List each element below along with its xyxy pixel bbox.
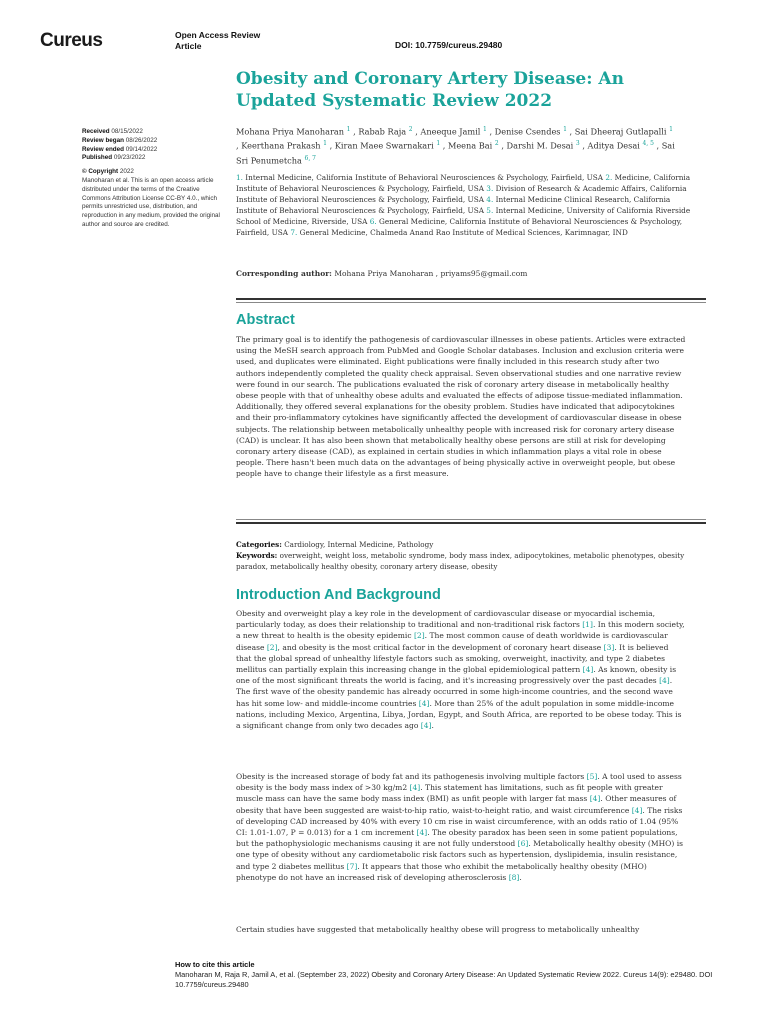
author-name: Meena Bai bbox=[447, 141, 495, 152]
review-ended-date: 09/14/2022 bbox=[125, 145, 158, 153]
corresponding-author bbox=[236, 269, 706, 278]
reference-link[interactable]: [1] bbox=[582, 620, 593, 630]
abstract-text: The primary goal is to identify the pathogenesis of cardiovascular illnesses in obese patients. Articles were extracted using the MeSH search approach from PubMed and Google Scholar databases. Inclusion and exclusion criteria were used, and duplicates were eliminated. Eight publications were finally included in this research study after two authors independently completed the quality check appraisal. Seven observational studies and one narrative review were found in our search. The publications evaluated the risk of coronary artery disease in metabolically healthy obese people with that of unhealthy obese adults and evaluated the effects of adipose tissue-mediated inflammation. Additionally, they offered several explanations for the obesity problem. Studies have indicated that adipocytokines and their pro-inflammatory cytokines have significantly affected the development of cardiovascular disease in obese subjects. The relationship between metabolically unhealthy people with increased risk for coronary artery disease (CAD) is unclear. It has also been shown that metabolically healthy obese persons are still at risk for developing coronary artery disease (CAD), as explained in certain studies in which inflammation plays a vital role in obese people. There hasn't been much data on the advantages of being physically active in overweight people, but obese people have to change their lifestyle as a first measure. bbox=[236, 335, 686, 479]
published-label: Published bbox=[82, 154, 113, 162]
reference-link[interactable]: [4] bbox=[420, 721, 432, 731]
reference-link[interactable]: [2] bbox=[266, 642, 278, 652]
abstract-bottom-rule-thin bbox=[236, 519, 706, 520]
abstract-bottom-rule bbox=[236, 522, 706, 524]
introduction-paragraph-1: Obesity and overweight play a key role in the development of cardiovascular disease or myocardial ischemia, particularly today, as does their relationship to traditional and non-traditional risk factors [1]. In this modern society, a new threat to health is the obesity epidemic [2]. The most common cause of death worldwide is cardiovascular disease [2], and obesity is the most critical factor in the development of coronary heart disease [3]. It is believed that the global spread of unhealthy lifestyle factors such as smoking, overweight, inactivity, and type 2 diabetes mellitus can partially explain this increasing change in the global epidemiological pattern [4]. As known, obesity is one of the most significant threats the world is facing, and it's increasing progressively over the past decades [4]. The first wave of the obesity pandemic has already occurred in some high-income countries, and the second wave has hit some low- and middle-income countries [4]. More than 25% of the adult population in some middle-income nations, including Mexico, Argentina, Libya, Jordan, Egypt, and South Africa, are reported to be obese today. This is a significant change from only two decades ago [4]. bbox=[236, 609, 685, 731]
corresponding-author-value[interactable]: Mohana Priya Manoharan , priyams95@gmail.com bbox=[334, 269, 528, 278]
keywords-row bbox=[236, 550, 686, 572]
author-affiliation-ref[interactable]: 2 bbox=[408, 126, 413, 133]
reference-link[interactable]: [4] bbox=[416, 828, 428, 838]
received-row bbox=[82, 128, 222, 137]
author-name: Kiran Maee Swarnakari bbox=[334, 141, 437, 152]
keywords-label: Keywords: bbox=[236, 551, 278, 560]
affiliation-text: Internal Medicine Clinical Research, California Institute of Behavioral Neurosciences & Psychology, Fairfield, USA bbox=[236, 195, 671, 215]
categories-row bbox=[236, 539, 686, 550]
review-began-date: 08/26/2022 bbox=[125, 136, 158, 144]
citation-heading: How to cite this article bbox=[175, 960, 255, 969]
categories-label: Categories: bbox=[236, 540, 282, 549]
citation-text: Manoharan M, Raja R, Jamil A, et al. (September 23, 2022) Obesity and Coronary Artery Disease: An Updated Systematic Review 2022. Cureus 14(9): e29480. DOI 10.7759/cureus.29480 bbox=[175, 970, 713, 989]
author-affiliation-ref[interactable]: 6, 7 bbox=[304, 154, 316, 162]
received-date: 08/15/2022 bbox=[111, 128, 143, 135]
reference-link[interactable]: [5] bbox=[586, 772, 598, 781]
article-meta bbox=[236, 539, 686, 572]
author-list: Mohana Priya Manoharan $^1$ , Rabab Raja $^2$ , Aneeque Jamil $^1$ , Denise Csendes $^1$ , Sai Dheeraj Gutlapalli $^1$ , Keerthana Prakash $^1$ , Kiran Maee Swarnakari $^1$ , Meena Bai $^2$ , Darshi M. Desai $^3$ , Aditya Desai $^{4, 5}$ , Sai Sri Penumetcha $^{6, 7}$ bbox=[236, 126, 675, 166]
affiliation-text: Medicine, California Institute of Behavioral Neurosciences & Psychology, Fairfield, USA bbox=[236, 173, 691, 193]
abstract-top-rule-thin bbox=[236, 302, 706, 303]
article-type-line2: Article bbox=[175, 41, 202, 51]
reference-link[interactable]: [7] bbox=[346, 861, 358, 871]
affiliation-number: 2. bbox=[605, 173, 615, 182]
author-affiliation-ref[interactable]: 1 bbox=[669, 126, 673, 133]
affiliation-number: 1. bbox=[236, 173, 246, 182]
author-name: Sai Dheeraj Gutlapalli bbox=[574, 126, 670, 137]
article-type bbox=[175, 30, 260, 52]
article-type-line1: Open Access Review bbox=[175, 30, 261, 40]
review-began-label: Review began bbox=[82, 136, 124, 144]
article-title: Obesity and Coronary Artery Disease: An Updated Systematic Review 2022 bbox=[236, 69, 624, 111]
affiliation-text: Internal Medicine, University of California Riverside School of Medicine, Riverside, USA bbox=[236, 206, 691, 226]
reference-link[interactable]: [4] bbox=[418, 698, 430, 708]
author-name: Aditya Desai bbox=[587, 141, 643, 152]
author-affiliation-ref[interactable]: 2 bbox=[494, 140, 499, 148]
copyright-label: © Copyright bbox=[82, 168, 119, 176]
review-began-row bbox=[82, 137, 222, 146]
author-affiliation-ref[interactable]: 1 bbox=[323, 140, 327, 148]
review-ended-row bbox=[82, 146, 222, 155]
corresponding-author-label: Corresponding author: bbox=[236, 269, 332, 278]
keywords-value: overweight, weight loss, metabolic syndrome, body mass index, adipocytokines, metabolic phenotypes, obesity paradox, metabolically healthy obesity, coronary artery disease, obesity bbox=[236, 551, 685, 571]
affiliation-text: Internal Medicine, California Institute of Behavioral Neurosciences & Psychology, Fairfield, USA bbox=[245, 173, 606, 182]
affiliation-number: 7. bbox=[290, 228, 300, 237]
introduction-heading: Introduction And Background bbox=[236, 587, 441, 603]
review-ended-label: Review ended bbox=[82, 145, 124, 153]
affiliation-number: 6. bbox=[369, 217, 380, 226]
reference-link[interactable]: [2] bbox=[413, 631, 425, 641]
copyright-year: 2022 bbox=[119, 168, 134, 176]
author-name: Keerthana Prakash bbox=[241, 141, 324, 152]
affiliation-text: General Medicine, Chalmeda Anand Rao Institute of Medical Sciences, Karimnagar, IND bbox=[299, 228, 628, 237]
affiliation-text: Division of Research & Academic Affairs, California Institute of Behavioral Neurosciences & Psychology, Fairfield, USA bbox=[236, 184, 687, 204]
introduction-paragraph-2: Obesity is the increased storage of body fat and its pathogenesis involving multiple factors [5]. A tool used to assess obesity is the body mass index of >30 kg/m2 [4]. This statement has limitations, such as fit people with greater muscle mass can have the same body mass index (BMI) as unfit people with larger fat mass [4]. Other measures of obesity that have been suggested are waist-to-hip ratio, waist-to-height ratio, and waist circumference [4]. The risks of developing CAD increased by 40% with every 10 cm rise in waist circumference, with an odds ratio of 1.04 (95% CI: 1.01-1.07, P = 0.013) for a 1 cm increment [4]. The obesity paradox has been seen in some patient populations, but the pathophysiologic mechanisms causing it are not fully understood [6]. Metabolically healthy obesity (MHO) is one type of obesity without any cardiometabolic risk factors such as hypertension, dyslipidemia, insulin resistance, and type 2 diabetes mellitus [7]. It appears that those who exhibit the metabolically healthy obesity (MHO) phenotype do not have an increased risk of developing atherosclerosis [8]. bbox=[236, 772, 683, 882]
author-name: Mohana Priya Manoharan bbox=[236, 126, 347, 137]
affiliation-number: 3. bbox=[486, 184, 496, 193]
affiliation-text: General Medicine, California Institute of Behavioral Neurosciences & Psychology, Fairfield, USA bbox=[236, 217, 683, 237]
received-label: Received bbox=[82, 128, 110, 135]
reference-link[interactable]: [4] bbox=[589, 794, 601, 804]
cureus-logo[interactable]: Cureus bbox=[40, 30, 103, 51]
author-name: Aneeque Jamil bbox=[420, 126, 484, 137]
affiliation-number: 4. bbox=[486, 195, 496, 204]
author-affiliation-ref[interactable]: 4, 5 bbox=[642, 140, 654, 148]
author-name: Darshi M. Desai bbox=[506, 141, 576, 152]
abstract-heading: Abstract bbox=[236, 312, 295, 328]
author-name: Sai Sri Penumetcha bbox=[236, 141, 675, 166]
published-row bbox=[82, 154, 222, 163]
abstract-top-rule bbox=[236, 298, 706, 300]
affiliation-number: 5. bbox=[486, 206, 496, 215]
copyright-row bbox=[82, 168, 222, 177]
reference-link[interactable]: [6] bbox=[517, 839, 529, 849]
categories-value[interactable]: Cardiology, Internal Medicine, Pathology bbox=[284, 540, 434, 549]
author-name: Denise Csendes bbox=[494, 126, 564, 137]
license-text: Manoharan et al. This is an open access article distributed under the terms of the Creative Commons Attribution License CC-BY 4.0., which permits unrestricted use, distribution, and reproduction in any medium, provided the original author and source are credited. bbox=[82, 176, 220, 228]
author-affiliation-ref[interactable]: 1 bbox=[563, 126, 567, 133]
reference-link[interactable]: [4] bbox=[409, 783, 421, 793]
author-name: Rabab Raja bbox=[358, 126, 409, 137]
affiliation-list bbox=[236, 172, 691, 238]
author-affiliation-ref[interactable]: 3 bbox=[575, 140, 580, 148]
author-affiliation-ref[interactable]: 1 bbox=[346, 126, 351, 133]
article-history-sidebar bbox=[82, 128, 222, 230]
published-date: 09/23/2022 bbox=[113, 154, 146, 162]
reference-link[interactable]: [8] bbox=[508, 872, 520, 882]
introduction-paragraph-3: Certain studies have suggested that metabolically healthy obese will progress to metabolically unhealthy bbox=[236, 925, 640, 934]
reference-link[interactable]: [3] bbox=[603, 642, 615, 652]
author-affiliation-ref[interactable]: 1 bbox=[483, 126, 487, 133]
reference-link[interactable]: [4] bbox=[631, 805, 643, 815]
author-affiliation-ref[interactable]: 1 bbox=[436, 140, 441, 148]
doi-link[interactable]: DOI: 10.7759/cureus.29480 bbox=[395, 40, 503, 50]
reference-link[interactable]: [4] bbox=[582, 665, 594, 675]
reference-link[interactable]: [4] bbox=[659, 676, 670, 686]
